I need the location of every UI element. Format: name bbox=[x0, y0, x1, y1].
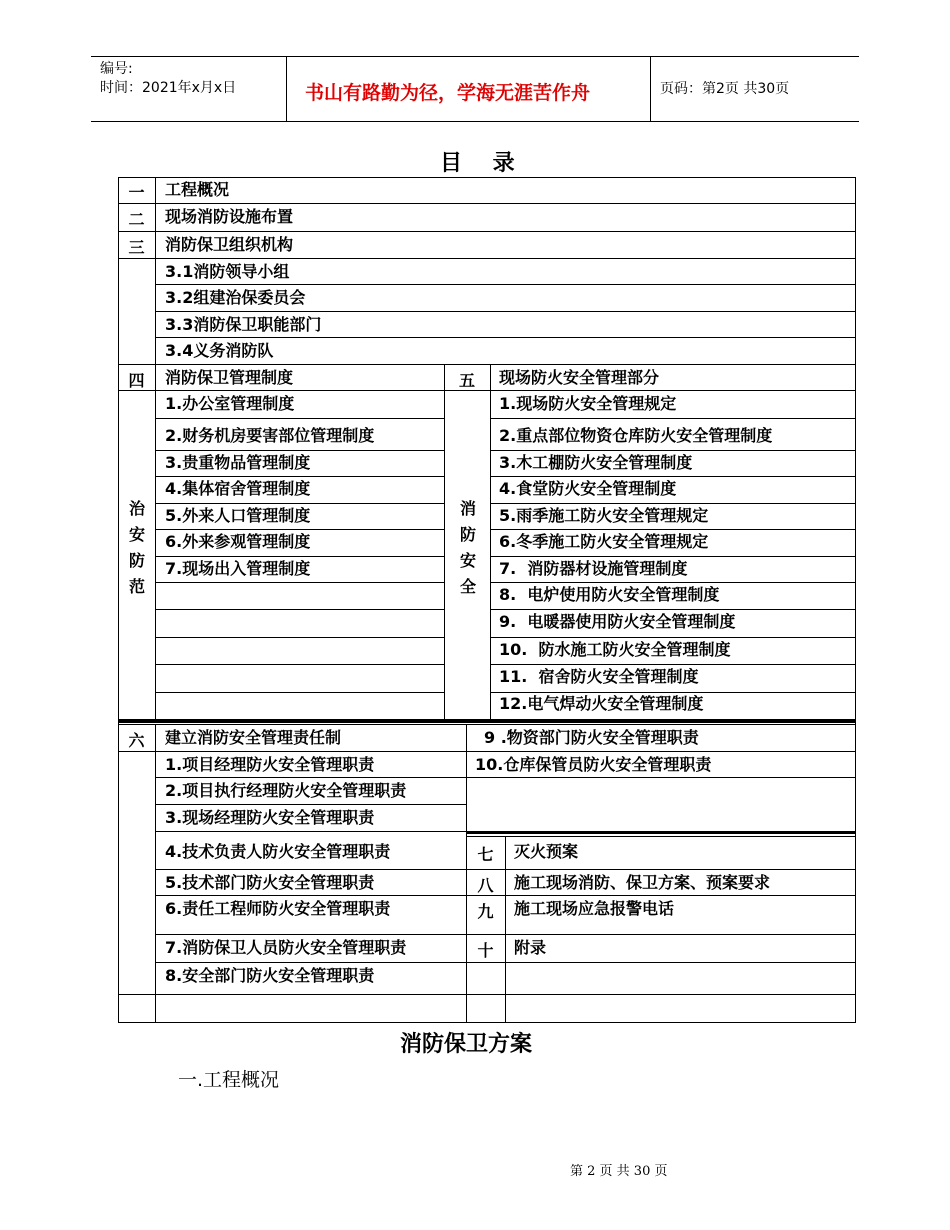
table-row-rule bbox=[155, 637, 445, 638]
toc-entry: 6.责任工程师防火安全管理职责 bbox=[165, 899, 391, 918]
group-label-right: 消防安全 bbox=[459, 499, 476, 596]
toc-entry: 7. 消防器材设施管理制度 bbox=[499, 559, 688, 578]
table-row-rule bbox=[155, 609, 445, 610]
toc-entry: 1.项目经理防火安全管理职责 bbox=[165, 755, 375, 774]
toc-entry: 现场防火安全管理部分 bbox=[499, 368, 660, 387]
toc-entry: 5.技术部门防火安全管理职责 bbox=[165, 873, 375, 892]
section-number: 三 bbox=[128, 238, 145, 257]
toc-entry: 2.项目执行经理防火安全管理职责 bbox=[165, 781, 407, 800]
table-row-rule bbox=[118, 177, 856, 178]
table-row-rule bbox=[155, 869, 856, 870]
table-row-rule bbox=[118, 364, 856, 365]
toc-entry: 4.技术负责人防火安全管理职责 bbox=[165, 842, 391, 861]
table-row-rule bbox=[118, 203, 856, 204]
table-row-rule bbox=[490, 503, 856, 504]
table-row-rule bbox=[118, 751, 856, 752]
header-number-label: 编号: bbox=[100, 61, 133, 77]
header-page-label: 页码：第2页 共30页 bbox=[660, 81, 790, 97]
header-top-rule bbox=[91, 56, 859, 57]
toc-entry: 12.电气焊动火安全管理制度 bbox=[499, 694, 704, 713]
toc-entry: 8.安全部门防火安全管理职责 bbox=[165, 966, 375, 985]
toc-entry: 5.外来人口管理制度 bbox=[165, 506, 311, 525]
toc-entry: 附录 bbox=[514, 938, 547, 957]
toc-entry: 3.贵重物品管理制度 bbox=[165, 453, 311, 472]
toc-entry: 9. 电暖器使用防火安全管理制度 bbox=[499, 612, 736, 631]
toc-entry: 10.仓库保管员防火安全管理职责 bbox=[475, 755, 712, 774]
toc-entry: 1.现场防火安全管理规定 bbox=[499, 394, 677, 413]
table-row-rule bbox=[155, 692, 445, 693]
header-motto: 书山有路勤为径，学海无涯苦作舟 bbox=[305, 82, 591, 104]
table-thick-divider bbox=[466, 831, 856, 834]
table-row-rule bbox=[155, 831, 467, 832]
toc-entry: 消防保卫组织机构 bbox=[165, 235, 294, 254]
table-row-rule bbox=[490, 418, 856, 419]
table-row-rule bbox=[466, 836, 856, 837]
section-number: 八 bbox=[477, 876, 494, 895]
table-col-divider bbox=[155, 724, 156, 1023]
toc-entry: 11. 宿舍防火安全管理制度 bbox=[499, 667, 699, 686]
table-row-rule bbox=[118, 724, 856, 725]
table-row-rule bbox=[155, 962, 856, 963]
toc-entry: 1.办公室管理制度 bbox=[165, 394, 295, 413]
table-row-rule bbox=[118, 994, 856, 995]
toc-entry: 建立消防安全管理责任制 bbox=[165, 728, 342, 747]
toc-entry: 4.集体宿舍管理制度 bbox=[165, 479, 311, 498]
toc-entry: 施工现场应急报警电话 bbox=[514, 899, 675, 918]
table-row-rule bbox=[155, 664, 445, 665]
toc-entry: 工程概况 bbox=[165, 180, 230, 199]
toc-entry: 3.现场经理防火安全管理职责 bbox=[165, 808, 375, 827]
table-row-rule bbox=[155, 337, 856, 338]
page-footer: 第 2 页 共 30 页 bbox=[570, 1164, 668, 1179]
toc-entry: 2.财务机房要害部位管理制度 bbox=[165, 426, 375, 445]
table-row-rule bbox=[155, 450, 445, 451]
table-row-rule bbox=[490, 476, 856, 477]
table-row-rule bbox=[490, 529, 856, 530]
table-row-rule bbox=[155, 284, 856, 285]
toc-entry: 3.1消防领导小组 bbox=[165, 262, 290, 281]
header-divider-left bbox=[286, 56, 287, 122]
table-row-rule bbox=[118, 1022, 856, 1023]
section-number: 六 bbox=[128, 731, 145, 750]
toc-entry: 7.消防保卫人员防火安全管理职责 bbox=[165, 938, 407, 957]
section-number: 二 bbox=[128, 210, 145, 229]
toc-entry: 消防保卫管理制度 bbox=[165, 368, 294, 387]
table-row-rule bbox=[490, 637, 856, 638]
toc-entry: 10. 防水施工防火安全管理制度 bbox=[499, 640, 731, 659]
toc-entry: 6.冬季施工防火安全管理规定 bbox=[499, 532, 709, 551]
table-row-rule bbox=[155, 503, 445, 504]
toc-entry: 7.现场出入管理制度 bbox=[165, 559, 311, 578]
table-row-rule bbox=[155, 582, 445, 583]
table-row-rule bbox=[155, 418, 445, 419]
section-number: 九 bbox=[477, 902, 494, 921]
toc-entry: 9 .物资部门防火安全管理职责 bbox=[484, 728, 699, 747]
table-row-rule bbox=[490, 582, 856, 583]
table-border-left bbox=[118, 177, 119, 1023]
toc-entry: 施工现场消防、保卫方案、预案要求 bbox=[514, 873, 771, 892]
toc-entry: 5.雨季施工防火安全管理规定 bbox=[499, 506, 709, 525]
table-row-rule bbox=[490, 609, 856, 610]
table-row-rule bbox=[118, 258, 856, 259]
toc-entry: 6.外来参观管理制度 bbox=[165, 532, 311, 551]
header-divider-right bbox=[650, 56, 651, 122]
section-number: 十 bbox=[477, 941, 494, 960]
table-row-rule bbox=[155, 804, 467, 805]
document-title: 消防保卫方案 bbox=[400, 1032, 533, 1057]
table-row-rule bbox=[490, 556, 856, 557]
table-row-rule bbox=[155, 934, 856, 935]
section-number: 一 bbox=[128, 183, 145, 202]
table-row-rule bbox=[155, 556, 445, 557]
section-number: 五 bbox=[458, 371, 475, 390]
group-label-left: 治安防范 bbox=[128, 499, 145, 596]
table-row-rule bbox=[490, 692, 856, 693]
header-bottom-rule bbox=[91, 121, 859, 122]
toc-entry: 3.4义务消防队 bbox=[165, 341, 274, 360]
toc-entry: 3.2组建治保委员会 bbox=[165, 288, 306, 307]
toc-entry: 8. 电炉使用防火安全管理制度 bbox=[499, 585, 720, 604]
table-row-rule bbox=[118, 231, 856, 232]
table-border-right bbox=[855, 177, 856, 1023]
table-row-rule bbox=[490, 664, 856, 665]
header-time-label: 时间：2021年x月x日 bbox=[100, 80, 237, 96]
toc-entry: 3.3消防保卫职能部门 bbox=[165, 315, 322, 334]
section-number: 七 bbox=[477, 845, 494, 864]
toc-entry: 2.重点部位物资仓库防火安全管理制度 bbox=[499, 426, 773, 445]
table-row-rule bbox=[155, 311, 856, 312]
toc-entry: 3.木工棚防火安全管理制度 bbox=[499, 453, 693, 472]
toc-entry: 灭火预案 bbox=[514, 842, 579, 861]
table-row-rule bbox=[155, 476, 445, 477]
toc-title: 目 录 bbox=[440, 151, 515, 176]
section-heading: 一.工程概况 bbox=[178, 1069, 280, 1091]
toc-entry: 现场消防设施布置 bbox=[165, 207, 294, 226]
table-row-rule bbox=[490, 450, 856, 451]
table-thick-divider bbox=[118, 719, 856, 723]
table-row-rule bbox=[155, 529, 445, 530]
table-row-rule bbox=[155, 895, 856, 896]
toc-entry: 4.食堂防火安全管理制度 bbox=[499, 479, 677, 498]
section-number: 四 bbox=[128, 371, 145, 390]
table-row-rule bbox=[155, 777, 856, 778]
